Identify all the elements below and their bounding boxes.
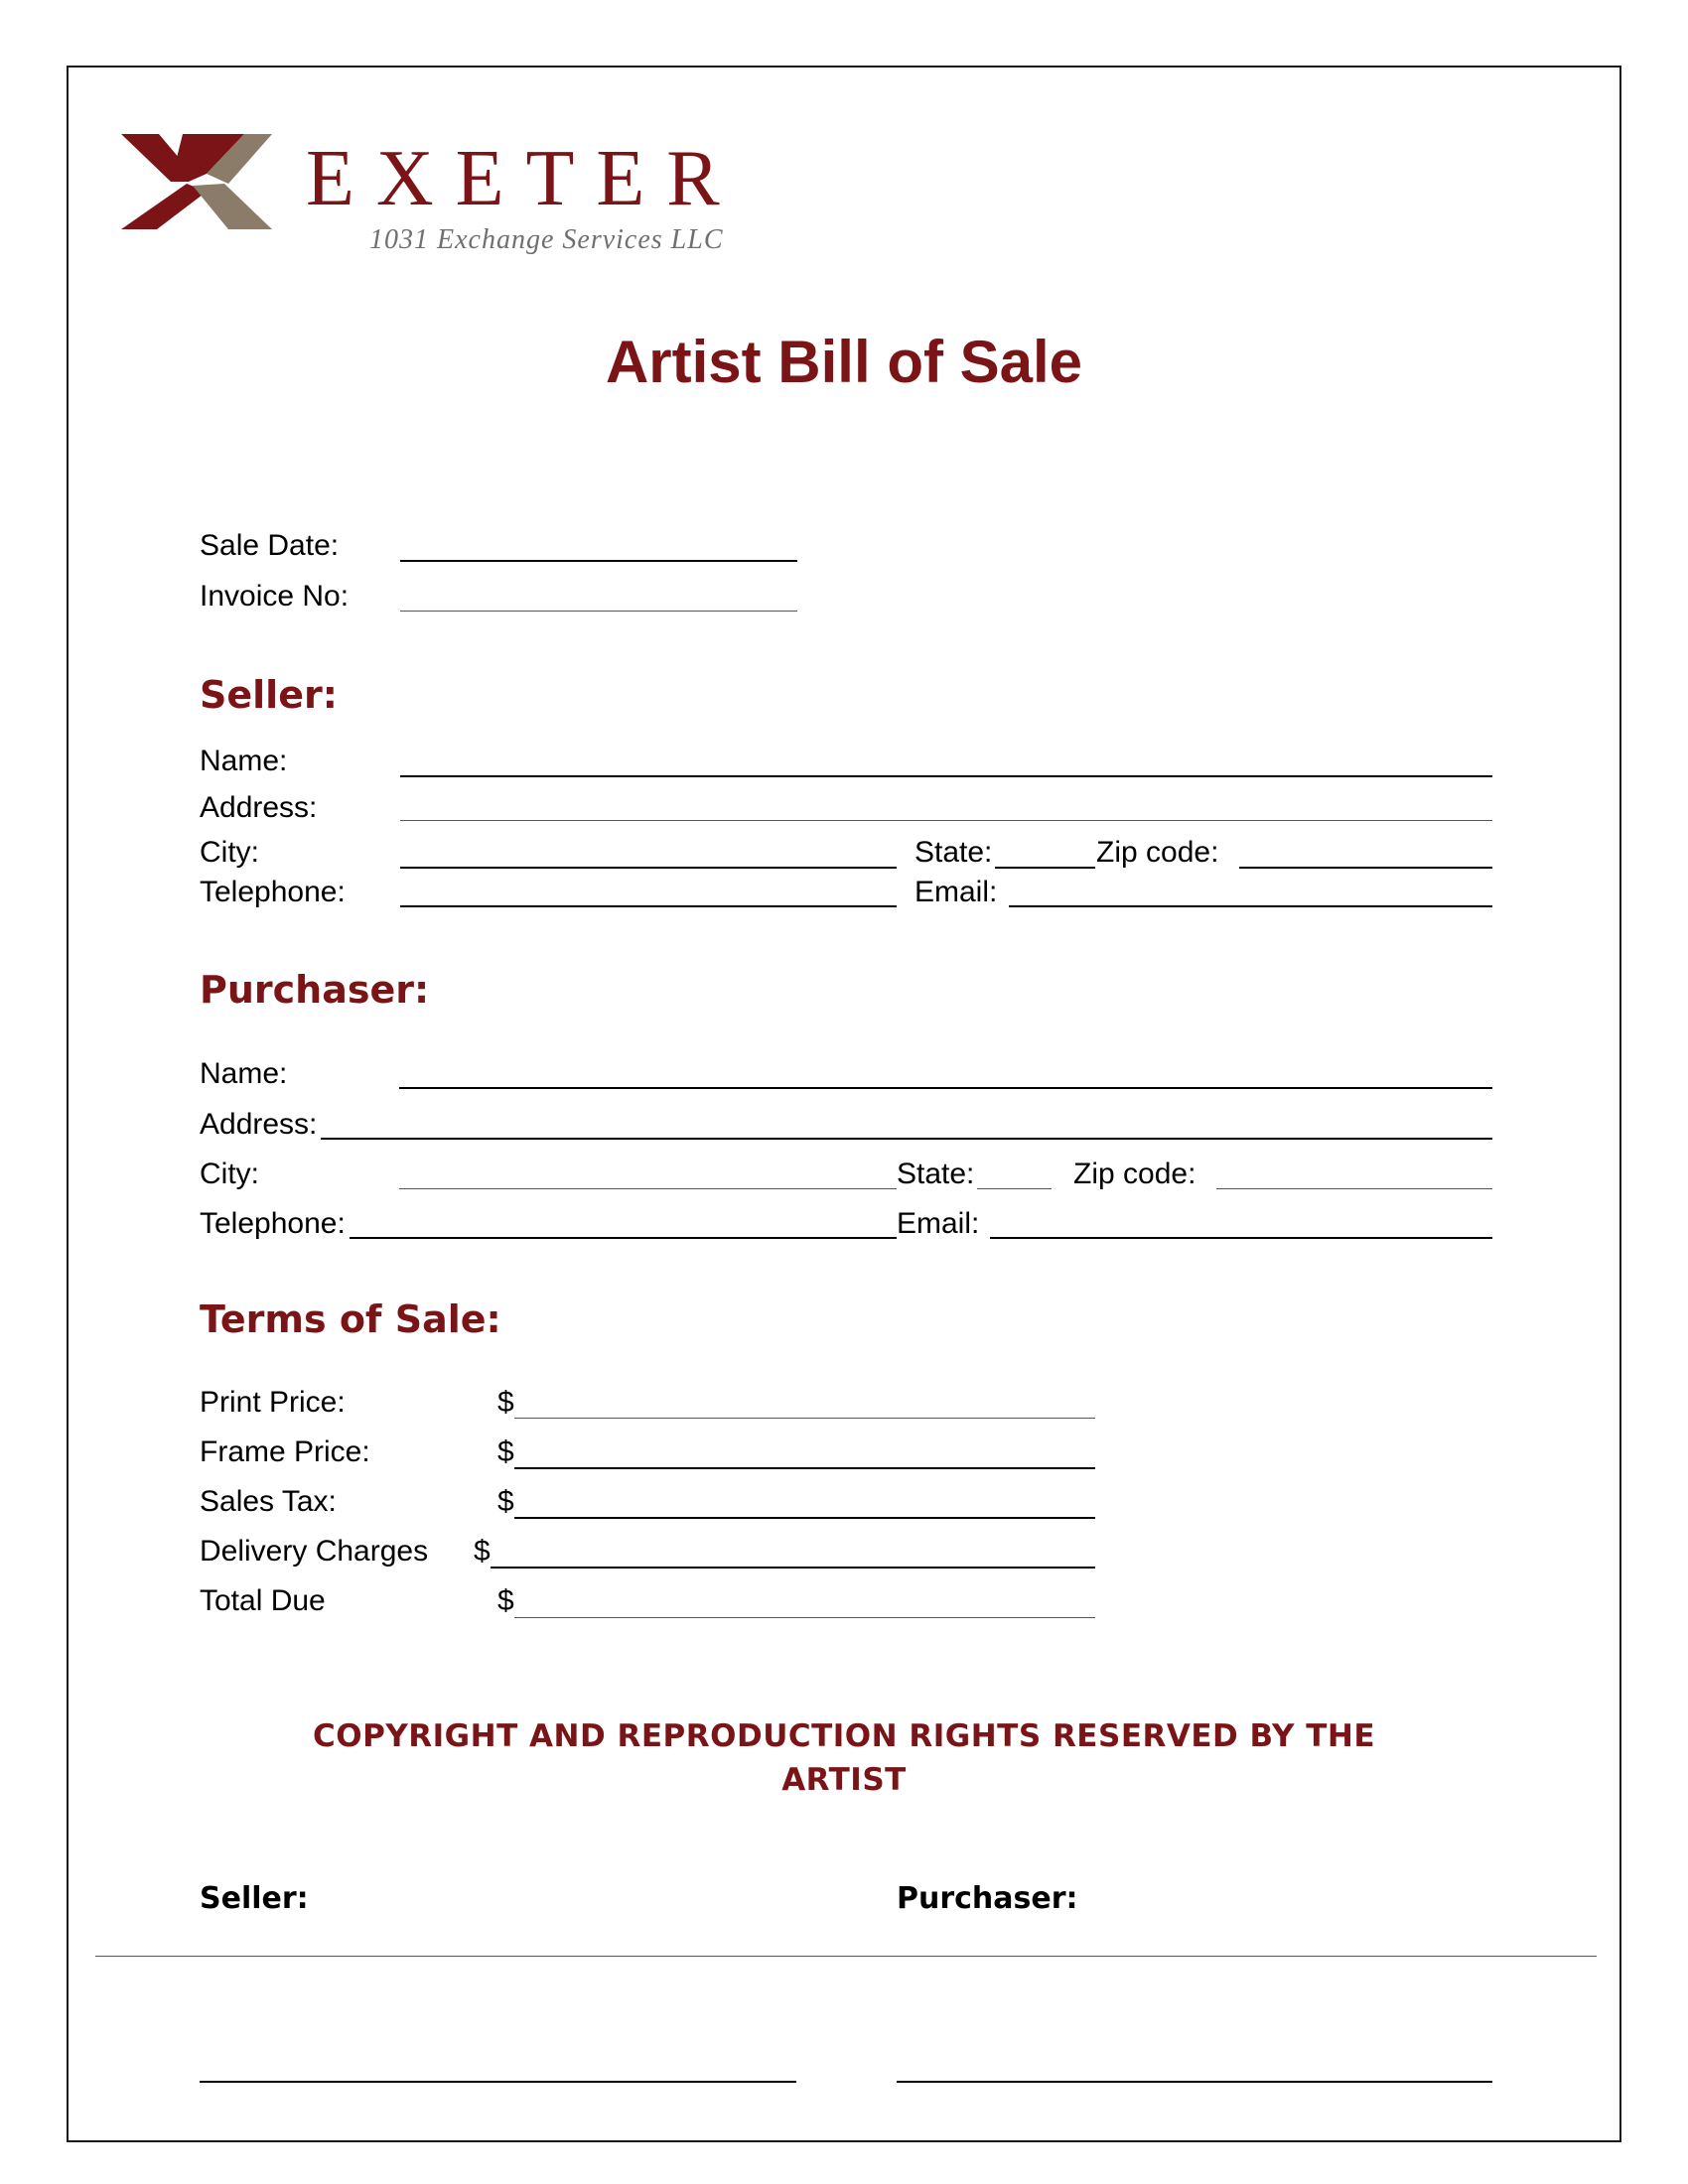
sales-tax-label: Sales Tax: [200,1485,337,1518]
purchaser-address-label: Address: [200,1108,318,1141]
exeter-x-logo-icon [121,134,272,229]
seller-telephone-label: Telephone: [200,876,346,908]
seller-signature-label: Seller: [200,1881,309,1916]
purchaser-zip-field[interactable] [1216,1188,1492,1189]
brand-subtitle: 1031 Exchange Services LLC [369,224,724,255]
purchaser-city-field[interactable] [399,1188,897,1189]
seller-zip-field[interactable] [1239,867,1492,869]
purchaser-signature-label: Purchaser: [897,1881,1078,1916]
seller-address-field[interactable] [400,820,1492,821]
sales-tax-field[interactable] [514,1517,1095,1519]
frame-price-currency: $ [497,1435,514,1468]
seller-state-label: State: [914,836,993,869]
purchaser-email-label: Email: [897,1207,980,1240]
document-title: Artist Bill of Sale [605,329,1083,395]
seller-address-label: Address: [200,791,318,824]
purchaser-state-label: State: [897,1158,975,1190]
seller-state-field[interactable] [995,867,1095,869]
sale-date-field[interactable] [400,560,797,562]
total-due-label: Total Due [200,1584,326,1617]
seller-email-field[interactable] [1009,905,1492,907]
seller-city-field[interactable] [400,867,897,869]
copyright-notice: COPYRIGHT AND REPRODUCTION RIGHTS RESERVED BY THE ARTIST [313,1718,1375,1798]
seller-zip-label: Zip code: [1096,836,1219,869]
seller-name-field[interactable] [400,775,1492,777]
frame-price-label: Frame Price: [200,1435,370,1468]
purchaser-address-field[interactable] [321,1138,1492,1140]
purchaser-state-field[interactable] [977,1188,1052,1189]
seller-name-label: Name: [200,745,288,777]
frame-price-field[interactable] [514,1467,1095,1469]
terms-heading: Terms of Sale: [200,1297,501,1341]
sales-tax-currency: $ [497,1485,514,1518]
purchaser-name-field[interactable] [399,1087,1492,1089]
seller-telephone-field[interactable] [400,905,897,907]
purchaser-name-label: Name: [200,1057,288,1090]
purchaser-heading: Purchaser: [200,968,430,1012]
purchaser-telephone-field[interactable] [350,1237,897,1239]
sale-date-label: Sale Date: [200,529,340,562]
invoice-no-field[interactable] [400,611,797,612]
total-due-currency: $ [497,1584,514,1617]
print-price-currency: $ [497,1386,514,1419]
purchaser-zip-label: Zip code: [1073,1158,1196,1190]
purchaser-email-field[interactable] [990,1237,1492,1239]
purchaser-telephone-label: Telephone: [200,1207,346,1240]
seller-city-label: City: [200,836,259,869]
print-price-label: Print Price: [200,1386,346,1419]
total-due-field[interactable] [514,1617,1095,1618]
delivery-charges-currency: $ [474,1535,491,1568]
brand-name: EXETER [306,135,742,222]
seller-signature-field[interactable] [200,2081,796,2083]
purchaser-city-label: City: [200,1158,259,1190]
invoice-no-label: Invoice No: [200,580,350,613]
signature-divider [95,1956,1597,1957]
delivery-charges-label: Delivery Charges [200,1535,429,1568]
seller-email-label: Email: [914,876,998,908]
delivery-charges-field[interactable] [491,1567,1095,1569]
seller-heading: Seller: [200,673,338,717]
print-price-field[interactable] [514,1418,1095,1419]
purchaser-signature-field[interactable] [897,2081,1492,2083]
